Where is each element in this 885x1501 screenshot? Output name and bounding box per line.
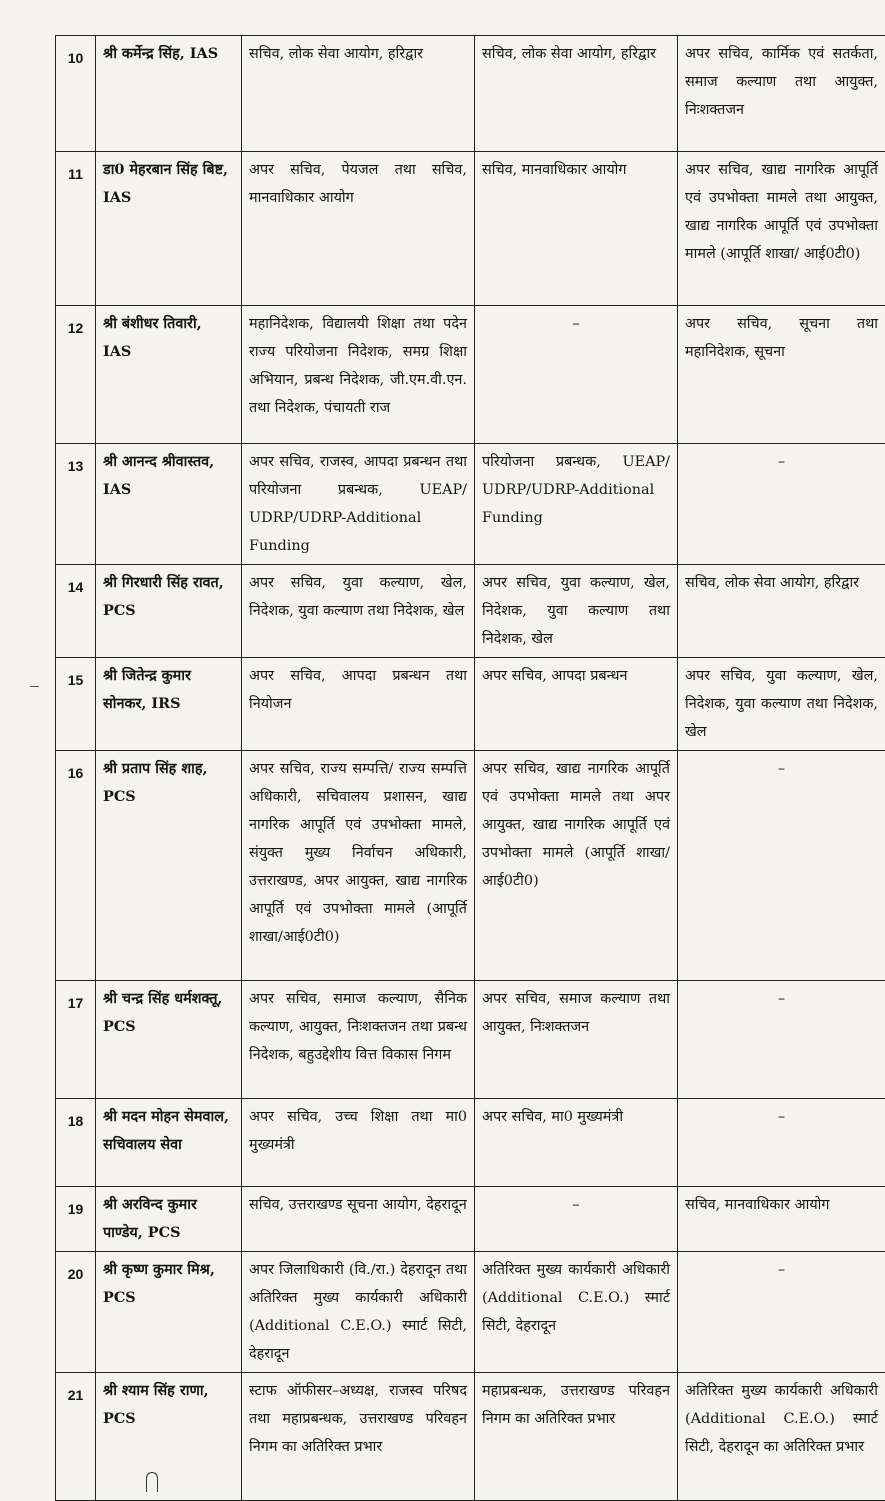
serial-number-cell: 14 xyxy=(56,565,96,658)
previous-post-cell: अपर सचिव, आपदा प्रबन्धन तथा नियोजन xyxy=(242,658,475,751)
handwritten-mark xyxy=(146,1472,158,1492)
previous-post-cell: महानिदेशक, विद्यालयी शिक्षा तथा पदेन राज्य परियोजना निदेशक, समग्र शिक्षा अभियान, प्रबन्ध निदेशक, जी.एम.वी.एन. तथा निदेशक, पंचायती राज xyxy=(242,306,475,444)
new-post-cell: – xyxy=(678,1099,885,1187)
retained-post-cell: – xyxy=(475,1187,678,1252)
new-post-cell: – xyxy=(678,444,885,565)
table-row xyxy=(56,152,885,306)
retained-post-cell: अपर सचिव, खाद्य नागरिक आपूर्ति एवं उपभोक्ता मामले तथा अपर आयुक्त, खाद्य नागरिक आपूर्ति एवं उपभोक्ता मामले (आपूर्ति शाखा/ आई0टी0) xyxy=(475,751,678,981)
table-row xyxy=(56,658,885,751)
retained-post-cell: महाप्रबन्धक, उत्तराखण्ड परिवहन निगम का अतिरिक्त प्रभार xyxy=(475,1373,678,1501)
officer-name-cell: श्री कर्मेन्द्र सिंह, IAS xyxy=(96,36,242,152)
officer-name-cell: श्री बंशीधर तिवारी, IAS xyxy=(96,306,242,444)
retained-post-cell: अपर सचिव, आपदा प्रबन्धन xyxy=(475,658,678,751)
previous-post-cell: अपर सचिव, उच्च शिक्षा तथा मा0 मुख्यमंत्री xyxy=(242,1099,475,1187)
table-row xyxy=(56,306,885,444)
retained-post-cell: – xyxy=(475,306,678,444)
retained-post-cell: सचिव, लोक सेवा आयोग, हरिद्वार xyxy=(475,36,678,152)
serial-number-cell: 12 xyxy=(56,306,96,444)
new-post-cell: – xyxy=(678,981,885,1099)
new-post-cell: अतिरिक्त मुख्य कार्यकारी अधिकारी (Additional C.E.O.) स्मार्ट सिटी, देहरादून का अतिरिक्त प्रभार xyxy=(678,1373,885,1501)
new-post-cell: सचिव, मानवाधिकार आयोग xyxy=(678,1187,885,1252)
table-row xyxy=(56,981,885,1099)
previous-post-cell: स्टाफ ऑफीसर–अध्यक्ष, राजस्व परिषद तथा महाप्रबन्धक, उत्तराखण्ड परिवहन निगम का अतिरिक्त प्रभार xyxy=(242,1373,475,1501)
table-row xyxy=(56,36,885,152)
previous-post-cell: अपर सचिव, युवा कल्याण, खेल, निदेशक, युवा कल्याण तथा निदेशक, खेल xyxy=(242,565,475,658)
table-row xyxy=(56,751,885,981)
serial-number-cell: 17 xyxy=(56,981,96,1099)
new-post-cell: सचिव, लोक सेवा आयोग, हरिद्वार xyxy=(678,565,885,658)
serial-number-cell: 11 xyxy=(56,152,96,306)
officer-name-cell: श्री श्याम सिंह राणा, PCS xyxy=(96,1373,242,1501)
serial-number-cell: 13 xyxy=(56,444,96,565)
officer-name-cell: श्री चन्द्र सिंह धर्मशक्तू, PCS xyxy=(96,981,242,1099)
previous-post-cell: अपर सचिव, समाज कल्याण, सैनिक कल्याण, आयुक्त, निःशक्तजन तथा प्रबन्ध निदेशक, बहुउद्देशीय वित्त विकास निगम xyxy=(242,981,475,1099)
new-post-cell: – xyxy=(678,751,885,981)
previous-post-cell: सचिव, उत्तराखण्ड सूचना आयोग, देहरादून xyxy=(242,1187,475,1252)
officer-name-cell: श्री प्रताप सिंह शाह, PCS xyxy=(96,751,242,981)
previous-post-cell: अपर जिलाधिकारी (वि./रा.) देहरादून तथा अतिरिक्त मुख्य कार्यकारी अधिकारी (Additional C.E.O.) स्मार्ट सिटी, देहरादून xyxy=(242,1252,475,1373)
officer-name-cell: श्री जितेन्द्र कुमार सोनकर, IRS xyxy=(96,658,242,751)
serial-number-cell: 20 xyxy=(56,1252,96,1373)
officer-name-cell: श्री कृष्ण कुमार मिश्र, PCS xyxy=(96,1252,242,1373)
retained-post-cell: अपर सचिव, मा0 मुख्यमंत्री xyxy=(475,1099,678,1187)
serial-number-cell: 16 xyxy=(56,751,96,981)
retained-post-cell: सचिव, मानवाधिकार आयोग xyxy=(475,152,678,306)
serial-number-cell: 15 xyxy=(56,658,96,751)
previous-post-cell: अपर सचिव, राजस्व, आपदा प्रबन्धन तथा परियोजना प्रबन्धक, UEAP/ UDRP/UDRP-Additional Funding xyxy=(242,444,475,565)
table-row xyxy=(56,1187,885,1252)
officer-name-cell: श्री गिरधारी सिंह रावत, PCS xyxy=(96,565,242,658)
table-row xyxy=(56,444,885,565)
retained-post-cell: परियोजना प्रबन्धक, UEAP/ UDRP/UDRP-Additional Funding xyxy=(475,444,678,565)
retained-post-cell: अपर सचिव, समाज कल्याण तथा आयुक्त, निःशक्तजन xyxy=(475,981,678,1099)
table-row xyxy=(56,1373,885,1501)
officer-transfer-table-page xyxy=(55,35,885,1501)
new-post-cell: अपर सचिव, सूचना तथा महानिदेशक, सूचना xyxy=(678,306,885,444)
serial-number-cell: 21 xyxy=(56,1373,96,1501)
table-row xyxy=(56,1252,885,1373)
retained-post-cell: अतिरिक्त मुख्य कार्यकारी अधिकारी (Additional C.E.O.) स्मार्ट सिटी, देहरादून xyxy=(475,1252,678,1373)
officer-transfer-table xyxy=(55,35,885,1501)
serial-number-cell: 19 xyxy=(56,1187,96,1252)
new-post-cell: अपर सचिव, कार्मिक एवं सतर्कता, समाज कल्याण तथा आयुक्त, निःशक्तजन xyxy=(678,36,885,152)
officer-name-cell: डा0 मेहरबान सिंह बिष्ट, IAS xyxy=(96,152,242,306)
previous-post-cell: सचिव, लोक सेवा आयोग, हरिद्वार xyxy=(242,36,475,152)
new-post-cell: अपर सचिव, खाद्य नागरिक आपूर्ति एवं उपभोक्ता मामले तथा आयुक्त, खाद्य नागरिक आपूर्ति एवं उपभोक्ता मामले (आपूर्ति शाखा/ आई0टी0) xyxy=(678,152,885,306)
officer-name-cell: श्री आनन्द श्रीवास्तव, IAS xyxy=(96,444,242,565)
serial-number-cell: 10 xyxy=(56,36,96,152)
retained-post-cell: अपर सचिव, युवा कल्याण, खेल, निदेशक, युवा कल्याण तथा निदेशक, खेल xyxy=(475,565,678,658)
table-row xyxy=(56,1099,885,1187)
serial-number-cell: 18 xyxy=(56,1099,96,1187)
new-post-cell: अपर सचिव, युवा कल्याण, खेल, निदेशक, युवा कल्याण तथा निदेशक, खेल xyxy=(678,658,885,751)
margin-mark xyxy=(30,686,39,687)
new-post-cell: – xyxy=(678,1252,885,1373)
officer-name-cell: श्री अरविन्द कुमार पाण्डेय, PCS xyxy=(96,1187,242,1252)
previous-post-cell: अपर सचिव, पेयजल तथा सचिव, मानवाधिकार आयोग xyxy=(242,152,475,306)
officer-name-cell: श्री मदन मोहन सेमवाल, सचिवालय सेवा xyxy=(96,1099,242,1187)
table-row xyxy=(56,565,885,658)
previous-post-cell: अपर सचिव, राज्य सम्पत्ति/ राज्य सम्पत्ति अधिकारी, सचिवालय प्रशासन, खाद्य नागरिक आपूर्ति एवं उपभोक्ता मामले, संयुक्त मुख्य निर्वाचन अधिकारी, उत्तराखण्ड, अपर आयुक्त, खाद्य नागरिक आपूर्ति एवं उपभोक्ता मामले (आपूर्ति शाखा/आई0टी0) xyxy=(242,751,475,981)
